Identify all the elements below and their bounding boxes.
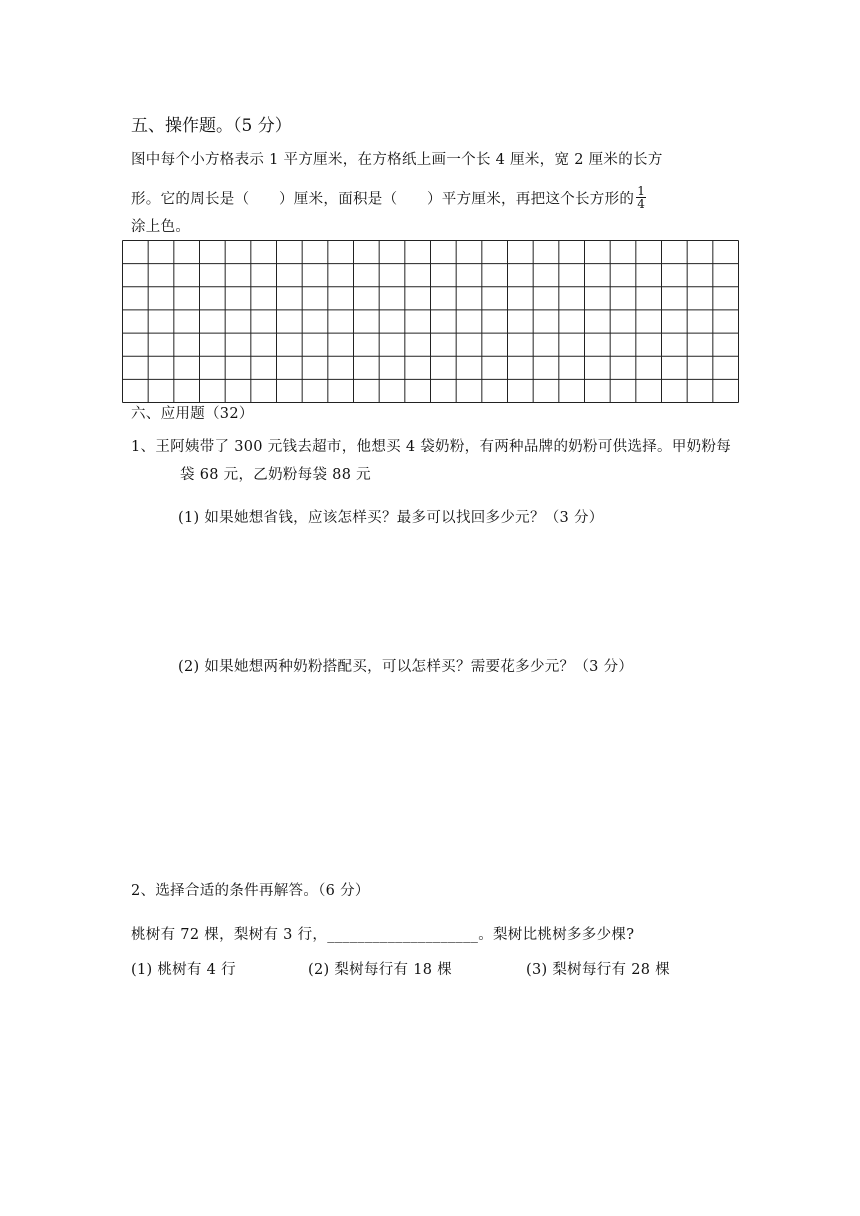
fraction-denominator: 4: [637, 197, 646, 211]
section-5-instruction-line-2: [131, 184, 646, 212]
question-1-line-1: 1、王阿姨带了 300 元钱去超市，他想买 4 袋奶粉，有两种品牌的奶粉可供选择。甲奶粉每: [131, 439, 732, 455]
instruction-line-2-text: 形。它的周长是（ ）厘米，面积是（ ）平方厘米，再把这个长方形的: [131, 191, 635, 208]
section-5-heading: 五、操作题。（5 分）: [131, 116, 292, 136]
square-grid-paper[interactable]: [122, 240, 739, 403]
fraction-numerator: 1: [637, 184, 646, 198]
question-1-sub-1: (1) 如果她想省钱，应该怎样买？最多可以找回多少元？（3 分）: [178, 510, 604, 526]
section-5-instruction-line-1: 图中每个小方格表示 1 平方厘米，在方格纸上画一个长 4 厘米，宽 2 厘米的长方: [131, 152, 663, 168]
question-1-sub-2: (2) 如果她想两种奶粉搭配买，可以怎样买？需要花多少元？（3 分）: [178, 659, 634, 675]
question-2-option-1: (1) 桃树有 4 行: [131, 962, 236, 978]
section-6-heading: 六、应用题（32）: [131, 406, 254, 422]
question-2-heading: 2、选择合适的条件再解答。（6 分）: [131, 883, 370, 899]
question-2-option-2: (2) 梨树每行有 18 棵: [308, 962, 453, 978]
question-2-stem: 桃树有 72 棵，梨树有 3 行，____________________。梨树比桃树多多少棵?: [131, 927, 635, 943]
one-quarter-fraction: [636, 185, 646, 210]
question-2-option-3: (3) 梨树每行有 28 棵: [526, 962, 671, 978]
section-5-instruction-line-3: 涂上色。: [131, 219, 191, 235]
question-1-line-2: 袋 68 元，乙奶粉每袋 88 元: [180, 467, 371, 483]
